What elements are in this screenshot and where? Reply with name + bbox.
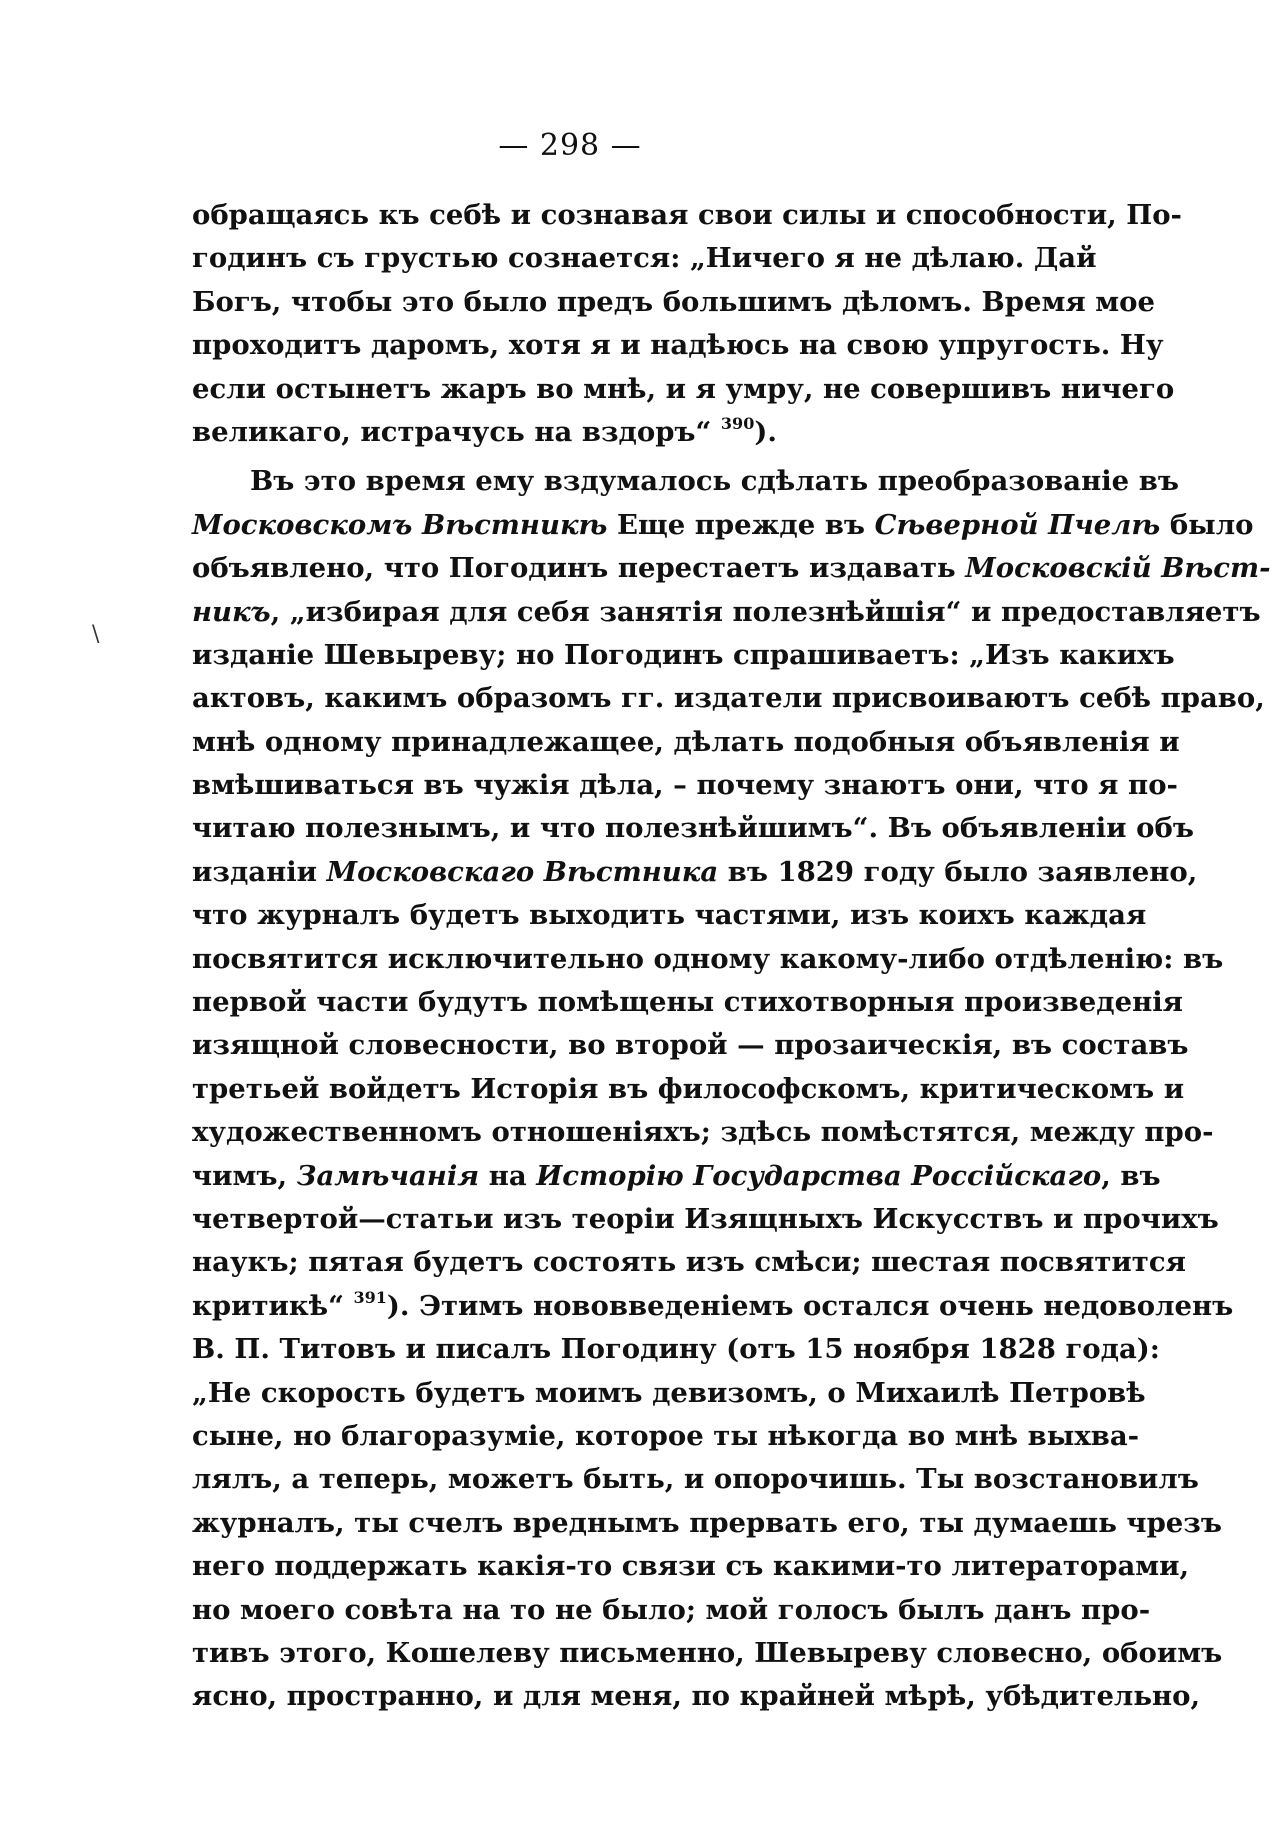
text-line: журналъ, ты счелъ вреднымъ прервать его, ты думаешь чрезъ (192, 1506, 1222, 1539)
text-line: ясно, пространно, и для меня, по крайней мѣрѣ, убѣдительно, (192, 1680, 1201, 1713)
text-line: но моего совѣта на то не было; мой голосъ былъ данъ про- (192, 1593, 1151, 1626)
italic-title: Московскаго Вѣстника (326, 855, 719, 888)
italic-title: никъ (192, 595, 271, 628)
italic-title: Московскомъ Вѣстникѣ (192, 508, 608, 541)
text-line: Московскомъ Вѣстникѣ Еще прежде въ Сѣверной Пчелѣ было (192, 508, 1254, 541)
margin-mark: \ (92, 622, 100, 647)
text-line: никъ, „избирая для себя занятія полезнѣйшія“ и предоставляетъ (192, 595, 1261, 628)
text-line: обращаясь къ себѣ и сознавая свои силы и способности, По- (192, 199, 1182, 231)
text-line: проходитъ даромъ, хотя я и надѣюсь на свою упругость. Ну (192, 329, 1164, 362)
text-line: лялъ, а теперь, можетъ быть, и опорочишь. Ты возстановилъ (192, 1463, 1199, 1496)
text-line: В. П. Титовъ и писалъ Погодину (отъ 15 ноября 1828 года): (192, 1333, 1160, 1366)
footnote-ref: 391 (353, 1287, 387, 1307)
text-line: мнѣ одному принадлежащее, дѣлать подобныя объявленія и (192, 725, 1180, 758)
body-text (192, 194, 1271, 1719)
page-number: — 298 — (498, 128, 642, 163)
text-line: тивъ этого, Кошелеву письменно, Шевыреву словесно, обоимъ (192, 1636, 1223, 1669)
text-line: сыне, но благоразуміе, которое ты нѣкогда во мнѣ выхва- (192, 1419, 1140, 1452)
text-line: художественномъ отношеніяхъ; здѣсь помѣстятся, между про- (192, 1116, 1214, 1149)
text-line: критикѣ“ $^{391}$). Этимъ нововведеніемъ остался очень недоволенъ (192, 1287, 1234, 1322)
text-line: изящной словесности, во второй — прозаическія, въ составъ (192, 1029, 1189, 1062)
italic-title: Сѣверной Пчелѣ (874, 508, 1161, 541)
text-line: объявлено, что Погодинъ перестаетъ издавать Московскій Вѣст- (192, 552, 1271, 585)
text-line: него поддержать какія-то связи съ какими-то литераторами, (192, 1550, 1190, 1583)
text-line: третьей войдетъ Исторія въ философскомъ, критическомъ и (192, 1072, 1185, 1105)
footnote-ref: 390 (720, 413, 755, 433)
text-line: читаю полезнымъ, и что полезнѣйшимъ“. Въ объявленіи объ (192, 812, 1194, 845)
text-line: наукъ; пятая будетъ состоять изъ смѣси; шестая посвятится (192, 1246, 1186, 1279)
text-line: первой части будутъ помѣщены стихотворныя произведенія (192, 986, 1183, 1019)
text-line: посвятится исключительно одному какому-либо отдѣленію: въ (192, 942, 1224, 975)
italic-title: Московскій Вѣст- (965, 552, 1271, 585)
text-line: чимъ, Замѣчанія на Исторію Государства Россійскаго, въ (192, 1159, 1161, 1192)
text-line: „Не скорость будетъ моимъ девизомъ, о Михаилѣ Петровѣ (192, 1376, 1146, 1409)
text-line: великаго, истрачусь на вздоръ“ $^{390}$). (192, 413, 777, 448)
italic-title: Исторію Государства Россійскаго (536, 1159, 1102, 1192)
text-line: что журналъ будетъ выходить частями, изъ коихъ каждая (192, 899, 1147, 932)
text-line: Богъ, чтобы это было предъ большимъ дѣломъ. Время мое (192, 285, 1155, 318)
text-line: изданіи Московскаго Вѣстника въ 1829 году было заявлено, (192, 855, 1198, 888)
text-line: Въ это время ему вздумалось сдѣлать преобразованіе въ (250, 465, 1179, 498)
text-line: четвертой—статьи изъ теоріи Изящныхъ Искусствъ и прочихъ (192, 1202, 1219, 1235)
text-line: актовъ, какимъ образомъ гг. издатели присвоиваютъ себѣ право, (192, 682, 1265, 715)
text-line: вмѣшиваться въ чужія дѣла, – почему знаютъ они, что я по- (192, 769, 1178, 802)
text-line: если остынетъ жаръ во мнѣ, и я умру, не совершивъ ничего (192, 372, 1175, 405)
text-line: годинъ съ грустью сознается: „Ничего я не дѣлаю. Дай (192, 242, 1097, 275)
italic-title: Замѣчанія (296, 1159, 480, 1192)
text-line: изданіе Шевыреву; но Погодинъ спрашиваетъ: „Изъ какихъ (192, 638, 1175, 671)
